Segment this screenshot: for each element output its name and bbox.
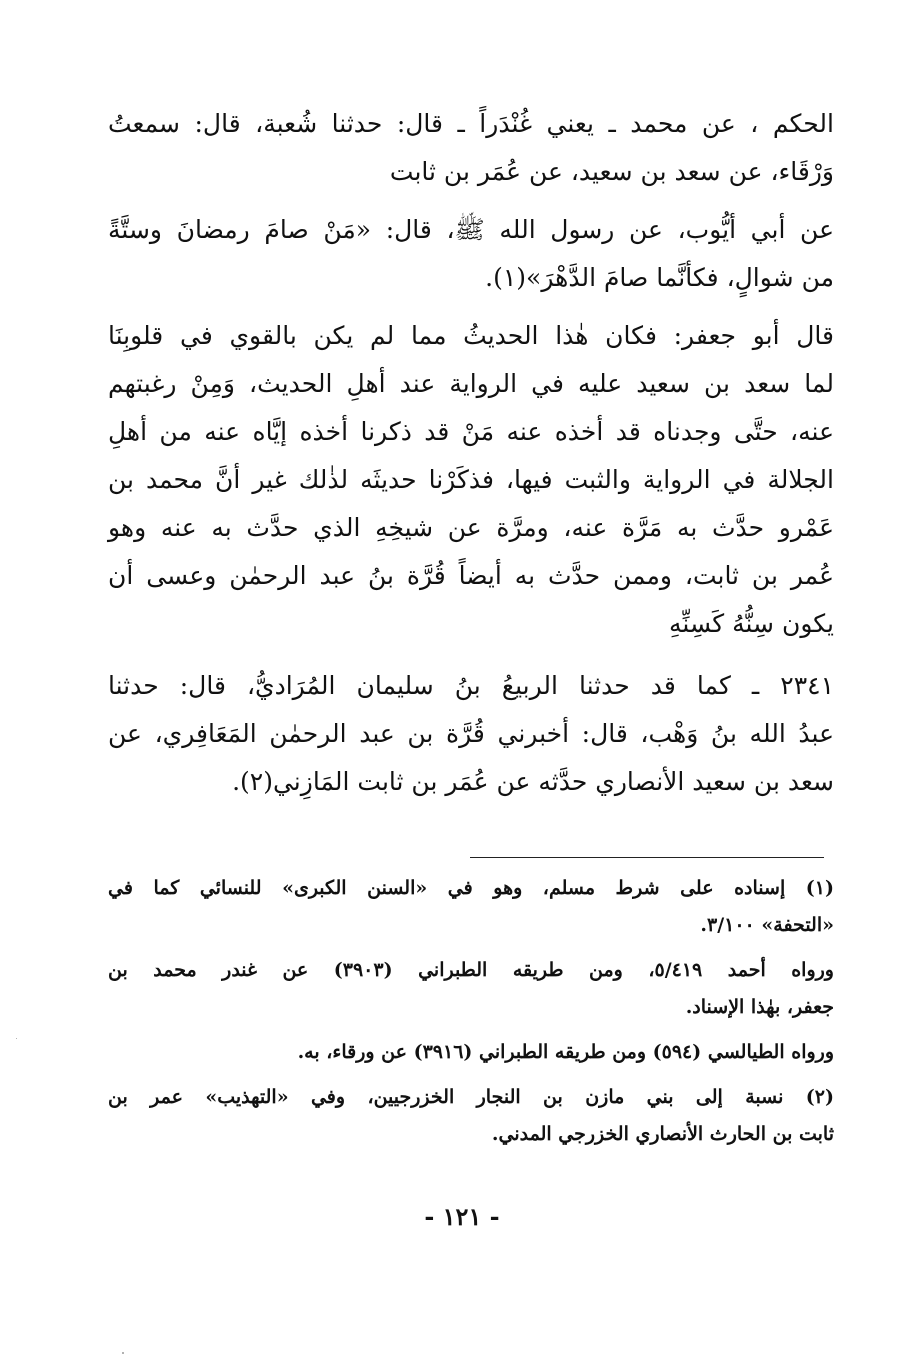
text-line: عُمر بن ثابت، وممن حدَّث به أيضاً قُرَّة بنُ عبد الرحمٰن وعسى أن <box>108 561 834 590</box>
text-line: قال أبو جعفر: فكان هٰذا الحديثُ مما لم يكن بالقوي في قلوبِنَا <box>108 321 834 350</box>
footnote-line: «التحفة» ٣/١٠٠. <box>700 914 834 936</box>
page-number: - ١٢١ - <box>424 1202 500 1231</box>
scan-speck <box>122 1352 124 1354</box>
text-line: الجلالة في الرواية والثبت فيها، فذكَرْنا حديثَه لذٰلك غير أنَّ محمد بن <box>108 465 834 494</box>
footnote-line: (١) إسناده على شرط مسلم، وهو في «السنن الكبرى» للنسائي كما في <box>108 877 834 899</box>
text-line: وَرْقَاء، عن سعد بن سعيد، عن عُمَر بن ثابت <box>389 157 834 186</box>
footnote-2 <box>108 1079 834 1153</box>
text-line: عن أبي أيُّوب، عن رسول الله ﷺ، قال: «مَنْ صامَ رمضانَ وستَّةً <box>108 215 834 244</box>
text-line: عَمْرو حدَّث به مَرَّة عنه، ومرَّة عن شيخِهِ الذي حدَّث به عنه وهو <box>108 513 834 542</box>
text-line: يكون سِنُّهُ كَسِنِّهِ <box>669 609 834 638</box>
text-line: ٢٣٤١ ـ كما قد حدثنا الربيعُ بنُ سليمان المُرَاديُّ، قال: حدثنا <box>108 671 834 700</box>
footnote-line: ورواه أحمد ٥/٤١٩، ومن طريقه الطبراني (٣٩٠٣) عن غندر محمد بن <box>108 959 834 981</box>
footnote-line: (٢) نسبة إلى بني مازن بن النجار الخزرجيين، وفي «التهذيب» عمر بن <box>108 1086 834 1108</box>
scan-speck <box>16 1038 17 1039</box>
footnote-separator <box>470 857 824 858</box>
footnote-line: جعفر، بهٰذا الإسناد. <box>685 996 834 1018</box>
text-line: من شوالٍ، فكأنَّما صامَ الدَّهْرَ»(١). <box>485 263 834 292</box>
footnote-1-continued <box>108 952 834 1026</box>
text-line: عنه، حتَّى وجدناه قد أخذه عنه مَنْ قد ذكرنا أخذه إيَّاه عنه من أهلِ <box>108 417 834 446</box>
paragraph-commentary <box>108 312 834 648</box>
paragraph-hadith <box>108 206 834 302</box>
text-line: الحكم ، عن محمد ـ يعني غُنْدَراً ـ قال: حدثنا شُعبة، قال: سمعتُ <box>108 109 834 138</box>
footnotes <box>108 870 834 1153</box>
text-line: عبدُ الله بنُ وَهْب، قال: أخبرني قُرَّة بن عبد الرحمٰن المَعَافِري، عن <box>108 719 834 748</box>
paragraph-isnad-2341 <box>108 662 834 806</box>
paragraph-isnad-1 <box>108 100 834 196</box>
footnote-1-tayalisi <box>108 1034 834 1071</box>
text-line: لما سعد بن سعيد عليه في الرواية عند أهلِ الحديث، وَمِنْ رغبتهم <box>108 369 834 398</box>
text-line: سعد بن سعيد الأنصاري حدَّثه عن عُمَر بن ثابت المَازِني(٢). <box>232 767 834 796</box>
footnote-line: ورواه الطيالسي (٥٩٤) ومن طريقه الطبراني (٣٩١٦) عن ورقاء، به. <box>297 1041 834 1063</box>
footnote-line: ثابت بن الحارث الأنصاري الخزرجي المدني. <box>491 1123 834 1145</box>
main-text <box>108 100 834 806</box>
footnote-1 <box>108 870 834 944</box>
